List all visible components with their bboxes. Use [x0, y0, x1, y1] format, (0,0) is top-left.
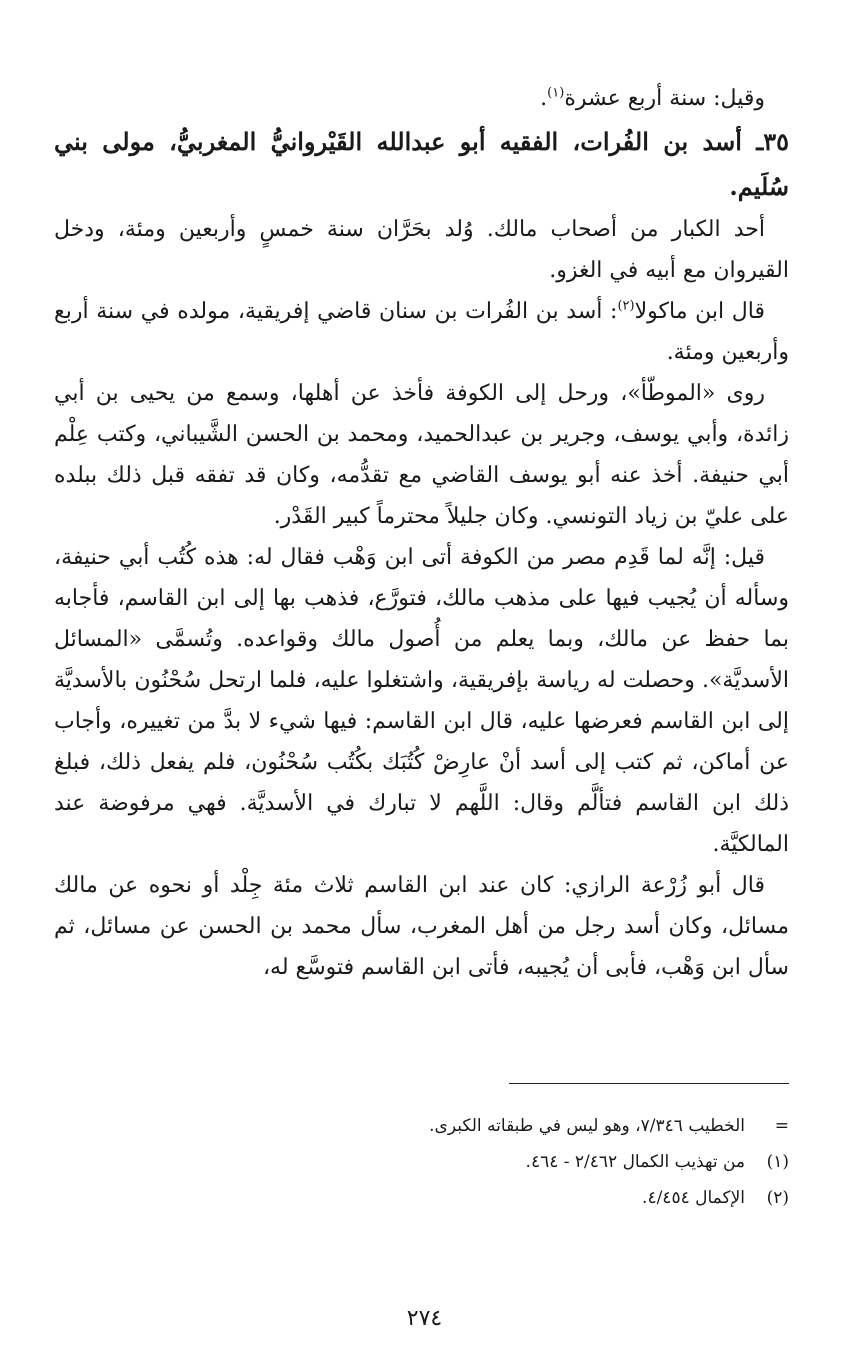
paragraph-1-text: وقيل: سنة أربع عشرة: [564, 86, 765, 111]
footnote-text: الخطيب ٧/٣٤٦، وهو ليس في طبقاته الكبرى.: [429, 1116, 745, 1136]
paragraph-3-end: : أسد بن الفُرات بن سنان قاضي إفريقية، مولده في سنة أربع وأربعين ومئة.: [54, 299, 789, 365]
footnote-mark: =: [774, 1116, 789, 1136]
paragraph-3-start: قال ابن ماكولا: [634, 299, 766, 324]
footnote-mark: (٢): [766, 1188, 789, 1208]
main-text: [54, 78, 789, 988]
entry-heading: ٣٥ـ أسد بن الفُرات، الفقيه أبو عبدالله القَيْروانيُّ المغربيُّ، مولى بني سُلَيم.: [54, 127, 789, 201]
footnote-2: [54, 1180, 789, 1216]
paragraph-4: روى «الموطّأ»، ورحل إلى الكوفة فأخذ عن أهلها، وسمع من يحيى بن أبي زائدة، وأبي يوسف، وجرير بن عبدالحميد، ومحمد بن الحسن الشَّيباني، وكتب عِلْم أبي حنيفة. أخذ عنه أبو يوسف القاضي مع تقدُّمه، وكان قد تفقه قبل ذلك ببلده على عليّ بن زياد التونسي. وكان جليلاً محترماً كبير القَدْر.: [54, 381, 789, 529]
footnote-continuation: [54, 1108, 789, 1144]
paragraph-6: قال أبو زُرْعة الرازي: كان عند ابن القاسم ثلاث مئة جِلْد أو نحوه عن مالك مسائل، وكان أسد رجل من أهل المغرب، سأل محمد بن الحسن عن مسائل، ثم سأل ابن وَهْب، فأبى أن يُجيبه، فأتى ابن القاسم فتوسَّع له،: [54, 873, 789, 980]
paragraph-1-end: .: [540, 86, 548, 111]
paragraph-3: [54, 291, 789, 373]
footnote-ref-2[interactable]: (٢): [617, 298, 635, 314]
footnote-mark: (١): [766, 1152, 789, 1172]
page-number: ٢٧٤: [406, 1306, 443, 1331]
paragraph-2: أحد الكبار من أصحاب مالك. وُلد بحَرَّان سنة خمسٍ وأربعين ومئة، ودخل القيروان مع أبيه في الغزو.: [54, 217, 789, 283]
footnote-separator: [509, 1083, 789, 1084]
paragraph-1: [54, 78, 789, 119]
footnote-text: من تهذيب الكمال ٢/٤٦٢ - ٤٦٤.: [525, 1152, 745, 1172]
footnotes: [54, 1108, 789, 1216]
paragraph-5: قيل: إنَّه لما قَدِم مصر من الكوفة أتى ابن وَهْب فقال له: هذه كُتُب أبي حنيفة، وسأله أن يُجيب فيها على مذهب مالك، فتورَّع، فذهب بها إلى ابن القاسم، فأجابه بما حفظ عن مالك، وبما يعلم من أُصول مالك وقواعده. وتُسمَّى «المسائل الأسديَّة». وحصلت له رياسة بإفريقية، واشتغلوا عليه، فلما ارتحل سُحْنُون بالأسديَّة إلى ابن القاسم فعرضها عليه، قال ابن القاسم: فيها شيء لا بدَّ من تغييره، وأجاب عن أماكن، ثم كتب إلى أسد أنْ عارِضْ كُتُبَك بكُتُب سُحْنُون، فلم يفعل ذلك، فبلغ ذلك ابن القاسم فتألَّم وقال: اللَّهم لا تبارك في الأسديَّة. فهي مرفوضة عند المالكيَّة.: [54, 545, 789, 857]
footnote-1: [54, 1144, 789, 1180]
footnote-ref-1[interactable]: (١): [547, 85, 565, 101]
footnote-text: الإكمال ٤/٤٥٤.: [642, 1188, 745, 1208]
